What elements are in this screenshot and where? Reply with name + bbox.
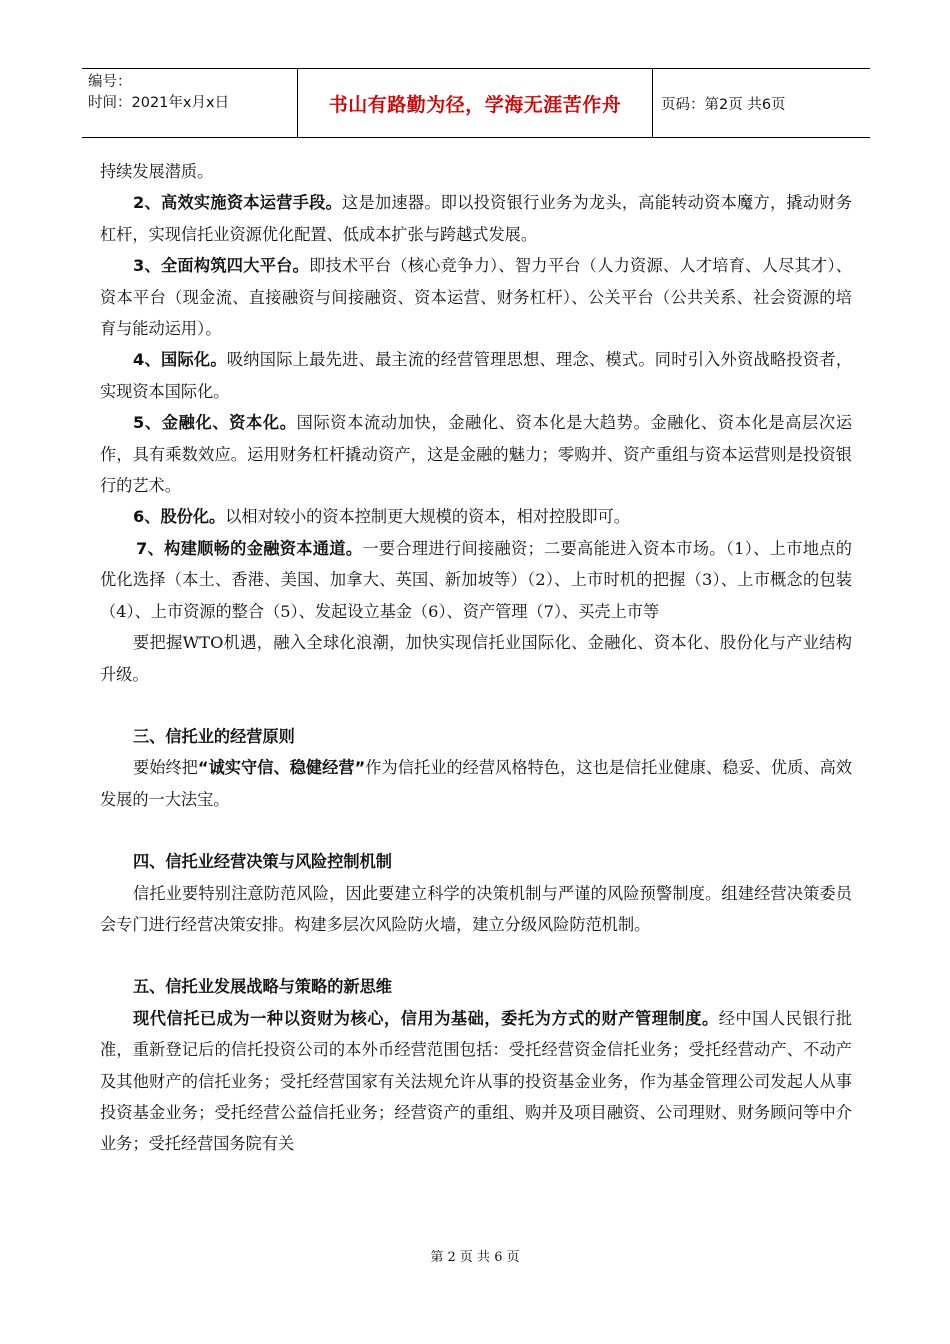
modern-trust-title: 现代信托已成为一种以资财为核心，信用为基础，委托为方式的财产管理制度。 — [133, 1008, 719, 1028]
paragraph-principle — [100, 752, 852, 815]
point-5-title: 5、金融化、资本化。 — [133, 413, 297, 433]
paragraph-continuation: 持续发展潜质。 — [100, 162, 214, 181]
paragraph-wto: 要把握WTO机遇，融入全球化浪潮，加快实现信托业国际化、金融化、资本化、股份化与产业结构升级。 — [100, 633, 852, 684]
document-number-label: 编号： — [88, 74, 132, 90]
paragraph-point-4 — [100, 344, 852, 407]
section-heading-3: 三、信托业的经营原则 — [133, 726, 295, 746]
paragraph-modern-trust — [100, 1003, 852, 1160]
spacer — [100, 690, 852, 721]
paragraph-risk: 信托业要特别注意防范风险，因此要建立科学的决策机制与严谨的风险预警制度。组建经营决策委员会专门进行经营决策安排。构建多层次风险防火墙，建立分级风险防范机制。 — [100, 883, 852, 934]
point-3-text: 即技术平台（核心竞争力）、智力平台（人力资源、人才培育、人尽其才）、资本平台（现金流、直接融资与间接融资、资本运营、财务杠杆）、公关平台（公共关系、社会资源的培育与能动运用）。 — [100, 256, 852, 339]
paragraph-point-3 — [100, 250, 852, 344]
point-5-text: 国际资本流动加快，金融化、资本化是大趋势。金融化、资本化是高层次运作，具有乘数效应。运用财务杠杆撬动资产，这是金融的魅力；零购并、资产重组与资本运营则是投资银行的艺术。 — [100, 413, 853, 496]
point-6-text: 以相对较小的资本控制更大规模的资本，相对控股即可。 — [225, 507, 630, 527]
spacer — [100, 815, 852, 846]
point-4-text: 吸纳国际上最先进、最主流的经营管理思想、理念、模式。同时引入外资战略投资者，实现资本国际化。 — [100, 350, 853, 401]
principle-pre: 要始终把 — [133, 758, 198, 778]
paragraph-point-2 — [100, 187, 852, 250]
header-meta-cell — [82, 69, 298, 137]
header-motto: 书山有路勤为径，学海无涯苦作舟 — [298, 69, 653, 137]
paragraph-point-5 — [100, 407, 852, 501]
point-3-title: 3、全面构筑四大平台。 — [133, 256, 310, 276]
principle-post: 作为信托业的经营风格特色，这也是信托业健康、稳妥、优质、高效发展的一大法宝。 — [100, 758, 853, 809]
point-4-title: 4、国际化。 — [133, 350, 227, 370]
modern-trust-text: 经中国人民银行批准，重新登记后的信托投资公司的本外币经营范围包括：受托经营资金信托业务；受托经营动产、不动产及其他财产的信托业务；受托经营国家有关法规允许从事的投资基金业务，作为基金管理公司发起人从事投资基金业务；受托经营公益信托业务；经营资产的重组、购并及项目融资、公司理财、财务顾问等中介业务；受托经营国务院有关 — [100, 1008, 853, 1154]
header-page-info: 页码：第2页 共6页 — [661, 96, 786, 113]
paragraph-point-7 — [100, 533, 852, 627]
section-heading-5: 五、信托业发展战略与策略的新思维 — [133, 977, 392, 997]
document-body — [100, 156, 852, 1160]
spacer — [100, 940, 852, 971]
page-footer: 第 2 页 共 6 页 — [430, 1250, 520, 1265]
point-7-title: 7、构建顺畅的金融资本通道。 — [136, 538, 363, 558]
principle-quote: “诚实守信、稳健经营” — [197, 758, 366, 778]
section-heading-4: 四、信托业经营决策与风险控制机制 — [133, 852, 392, 872]
point-2-title: 2、高效实施资本运营手段。 — [133, 193, 343, 213]
document-date: 时间：2021年x月x日 — [88, 95, 230, 111]
paragraph-point-6 — [100, 501, 852, 532]
page-header — [82, 68, 870, 138]
point-2-text: 这是加速器。即以投资银行业务为龙头，高能转动资本魔方，撬动财务杠杆，实现信托业资源优化配置、低成本扩张与跨越式发展。 — [100, 193, 853, 244]
point-6-title: 6、股份化。 — [133, 507, 226, 527]
point-7-text: 一要合理进行间接融资；二要高能进入资本市场。（1）、上市地点的优化选择（本土、香港、美国、加拿大、英国、新加坡等）（2）、上市时机的把握（3）、上市概念的包装（4）、上市资源的整合（5）、发起设立基金（6）、资产管理（7）、买壳上市等 — [100, 538, 852, 621]
